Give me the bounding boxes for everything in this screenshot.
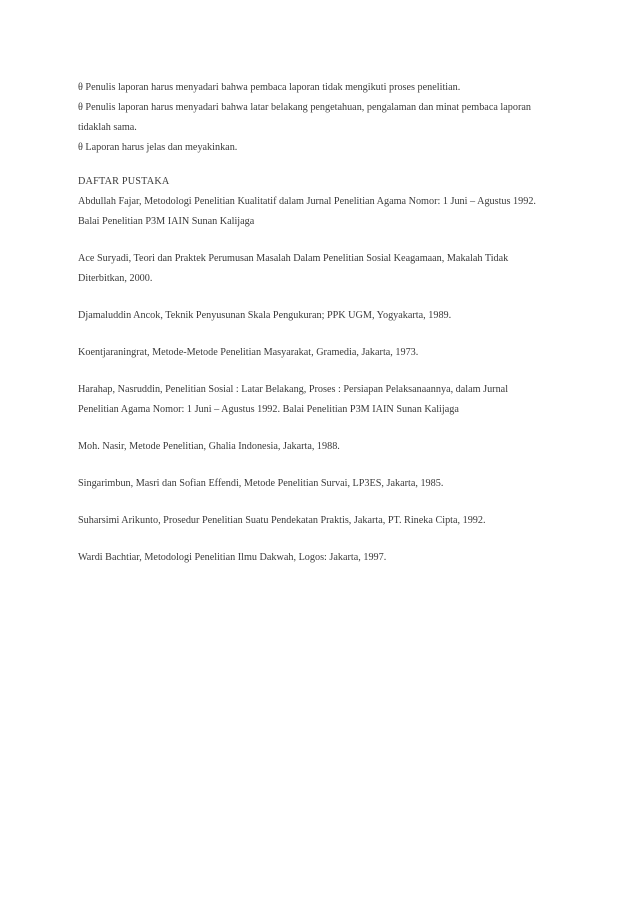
bullet-item: θ Penulis laporan harus menyadari bahwa latar belakang pengetahuan, pengalaman dan minat pembaca laporan [78,102,531,113]
reference-entry [78,380,578,420]
reference-line: Ace Suryadi, Teori dan Praktek Perumusan Masalah Dalam Penelitian Sosial Keagamaan, Makalah Tidak [78,253,509,264]
reference-line: Wardi Bachtiar, Metodologi Penelitian Ilmu Dakwah, Logos: Jakarta, 1997. [78,552,387,563]
reference-line: Penelitian Agama Nomor: 1 Juni – Agustus 1992. Balai Penelitian P3M IAIN Sunan Kalijaga [78,404,459,415]
bullet-list [78,78,578,158]
reference-line: Harahap, Nasruddin, Penelitian Sosial : Latar Belakang, Proses : Persiapan Pelaksanaannya, dalam Jurnal [78,384,509,395]
reference-line: Moh. Nasir, Metode Penelitian, Ghalia Indonesia, Jakarta, 1988. [78,441,340,452]
reference-entry [78,249,578,289]
bullet-item: θ Laporan harus jelas dan meyakinkan. [78,142,238,153]
reference-entry [78,511,578,531]
reference-entry [78,306,578,326]
document-page [78,78,578,568]
reference-entry [78,343,578,363]
reference-line: Suharsimi Arikunto, Prosedur Penelitian Suatu Pendekatan Praktis, Jakarta, PT. Rineka Cipta, 1992. [78,515,486,526]
reference-entry [78,437,578,457]
bullet-item-continuation: tidaklah sama. [78,122,137,133]
reference-line: Diterbitkan, 2000. [78,273,153,284]
reference-entry [78,192,578,232]
references-section [78,172,578,568]
bullet-item: θ Penulis laporan harus menyadari bahwa pembaca laporan tidak mengikuti proses penelitian. [78,82,461,93]
reference-line: Abdullah Fajar, Metodologi Penelitian Kualitatif dalam Jurnal Penelitian Agama Nomor: 1 Juni – Agustus 1992. [78,196,536,207]
reference-entry [78,548,578,568]
reference-entry [78,474,578,494]
reference-line: Singarimbun, Masri dan Sofian Effendi, Metode Penelitian Survai, LP3ES, Jakarta, 1985. [78,478,444,489]
reference-line: Balai Penelitian P3M IAIN Sunan Kalijaga [78,216,255,227]
reference-line: Djamaluddin Ancok, Teknik Penyusunan Skala Pengukuran; PPK UGM, Yogyakarta, 1989. [78,310,452,321]
reference-line: Koentjaraningrat, Metode-Metode Penelitian Masyarakat, Gramedia, Jakarta, 1973. [78,347,419,358]
references-heading: DAFTAR PUSTAKA [78,176,170,187]
